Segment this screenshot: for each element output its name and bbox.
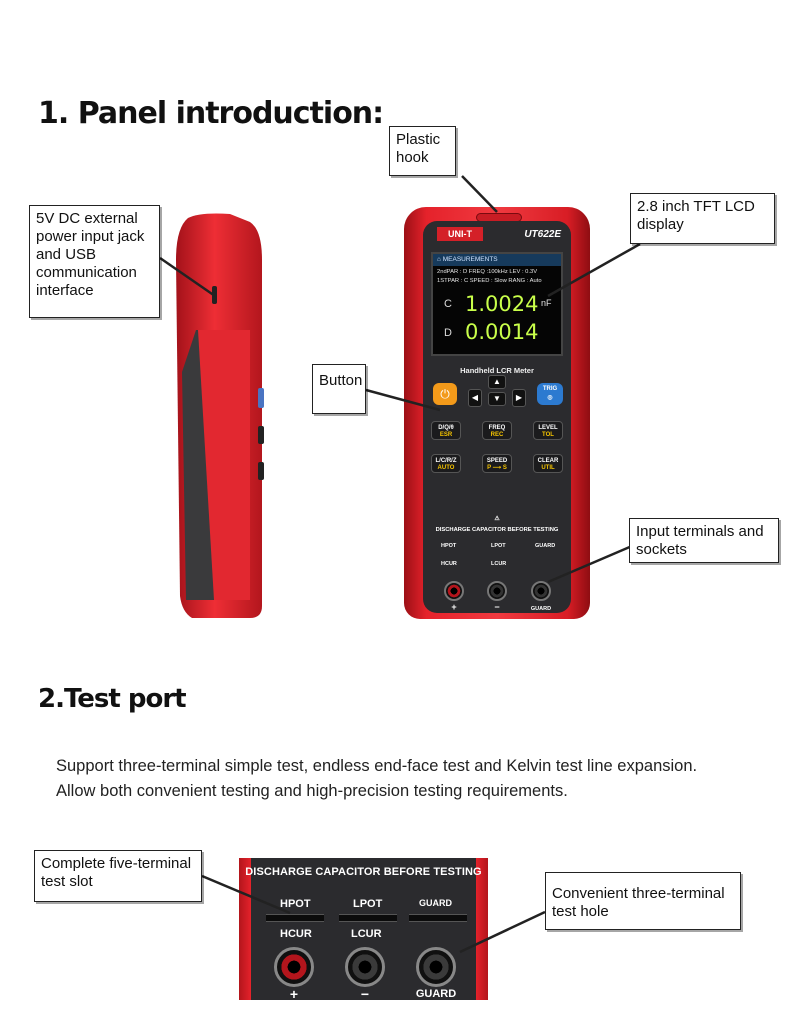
closeup-lcur-label: LCUR [351,928,382,940]
button-main-label: CLEAR [537,458,559,464]
closeup-negative-label: − [360,986,370,1000]
closeup-positive-label: + [289,986,299,1000]
lcd-primary-unit: nF [541,298,552,308]
description-line-1: Support three-terminal simple test, endless end-face test and Kelvin test line expansion. [56,757,698,775]
button-sub-label: UTIL [541,465,555,471]
power-jack-callout: 5V DC external power input jack and USB communication interface [29,205,160,318]
closeup-hcur-label: HCUR [280,928,312,940]
button-main-label: D/Q/θ [438,425,454,431]
lcd-primary-value: 1.0024 [465,292,539,316]
discharge-warning: DISCHARGE CAPACITOR BEFORE TESTING [435,527,559,533]
lcd-params-row-2: 1STPAR : C SPEED : Slow RANG : Auto [437,278,542,284]
lcd-primary-label: C [444,298,452,310]
section-2-title: 2.Test port [38,684,186,714]
closeup-discharge-warning: DISCHARGE CAPACITOR BEFORE TESTING [245,866,482,878]
lcd-params-row-1: 2ndPAR : D FREQ :100kHz LEV : 0.3V [437,269,538,275]
button-main-label: FREQ [488,425,506,431]
guard-slot-label: GUARD [535,543,556,549]
arrow-up-icon: ▲ [493,377,501,386]
leader-line-three-terminal [460,912,545,952]
warning-icon: ⚠ [494,516,500,522]
five-terminal-callout: Complete five-terminal test slot [34,850,202,902]
button-callout: Button [312,364,366,414]
hcur-label: HCUR [441,561,457,567]
closeup-guard-slot-label: GUARD [419,898,452,908]
model-name: UT622E [524,229,561,240]
power-button[interactable]: ⏻ [433,383,457,405]
button-sub-label: TOL [542,432,554,438]
input-terminals-callout: Input terminals and sockets [629,518,779,563]
button-sub-label: P ⟶ S [487,465,507,471]
section-1-title: 1. Panel introduction: [38,96,384,131]
closeup-guard-label: GUARD [415,988,457,1000]
three-terminal-callout: Convenient three-terminal test hole [545,872,741,930]
trig-icon: ◎ [547,395,553,401]
positive-jack-label: + [451,602,457,612]
description-line-2: Allow both convenient testing and high-precision testing requirements. [56,782,568,800]
button-main-label: LEVEL [538,425,558,431]
lpot-label: LPOT [491,543,506,549]
guard-jack-label: GUARD [530,606,552,612]
lcur-label: LCUR [491,561,507,567]
button-sub-label: AUTO [437,465,455,471]
lcd-secondary-label: D [444,327,452,339]
lcd-callout: 2.8 inch TFT LCD display [630,193,775,244]
button-main-label: SPEED [486,458,508,464]
hpot-label: HPOT [441,543,457,549]
button-main-label: L/C/R/Z [435,458,457,464]
lcd-secondary-value: 0.0014 [465,320,539,344]
leader-line-five-terminal [202,876,290,913]
button-sub-label: ESR [439,432,453,438]
brand-logo: UNI-T [437,227,483,241]
button-sub-label: REC [490,432,504,438]
trig-label: TRIG [542,386,558,392]
arrow-left-icon: ◀ [471,393,479,402]
device-subtitle: Handheld LCR Meter [460,366,534,375]
arrow-down-icon: ▼ [493,394,501,403]
arrow-right-icon: ▶ [515,393,523,402]
closeup-lpot-label: LPOT [353,898,383,910]
closeup-hpot-label: HPOT [280,898,311,910]
home-icon: ⌂ [437,256,443,263]
lcd-header-label: MEASUREMENTS [442,256,498,263]
plastic-hook-callout: Plastic hook [389,126,456,176]
negative-jack-label: − [494,602,500,612]
